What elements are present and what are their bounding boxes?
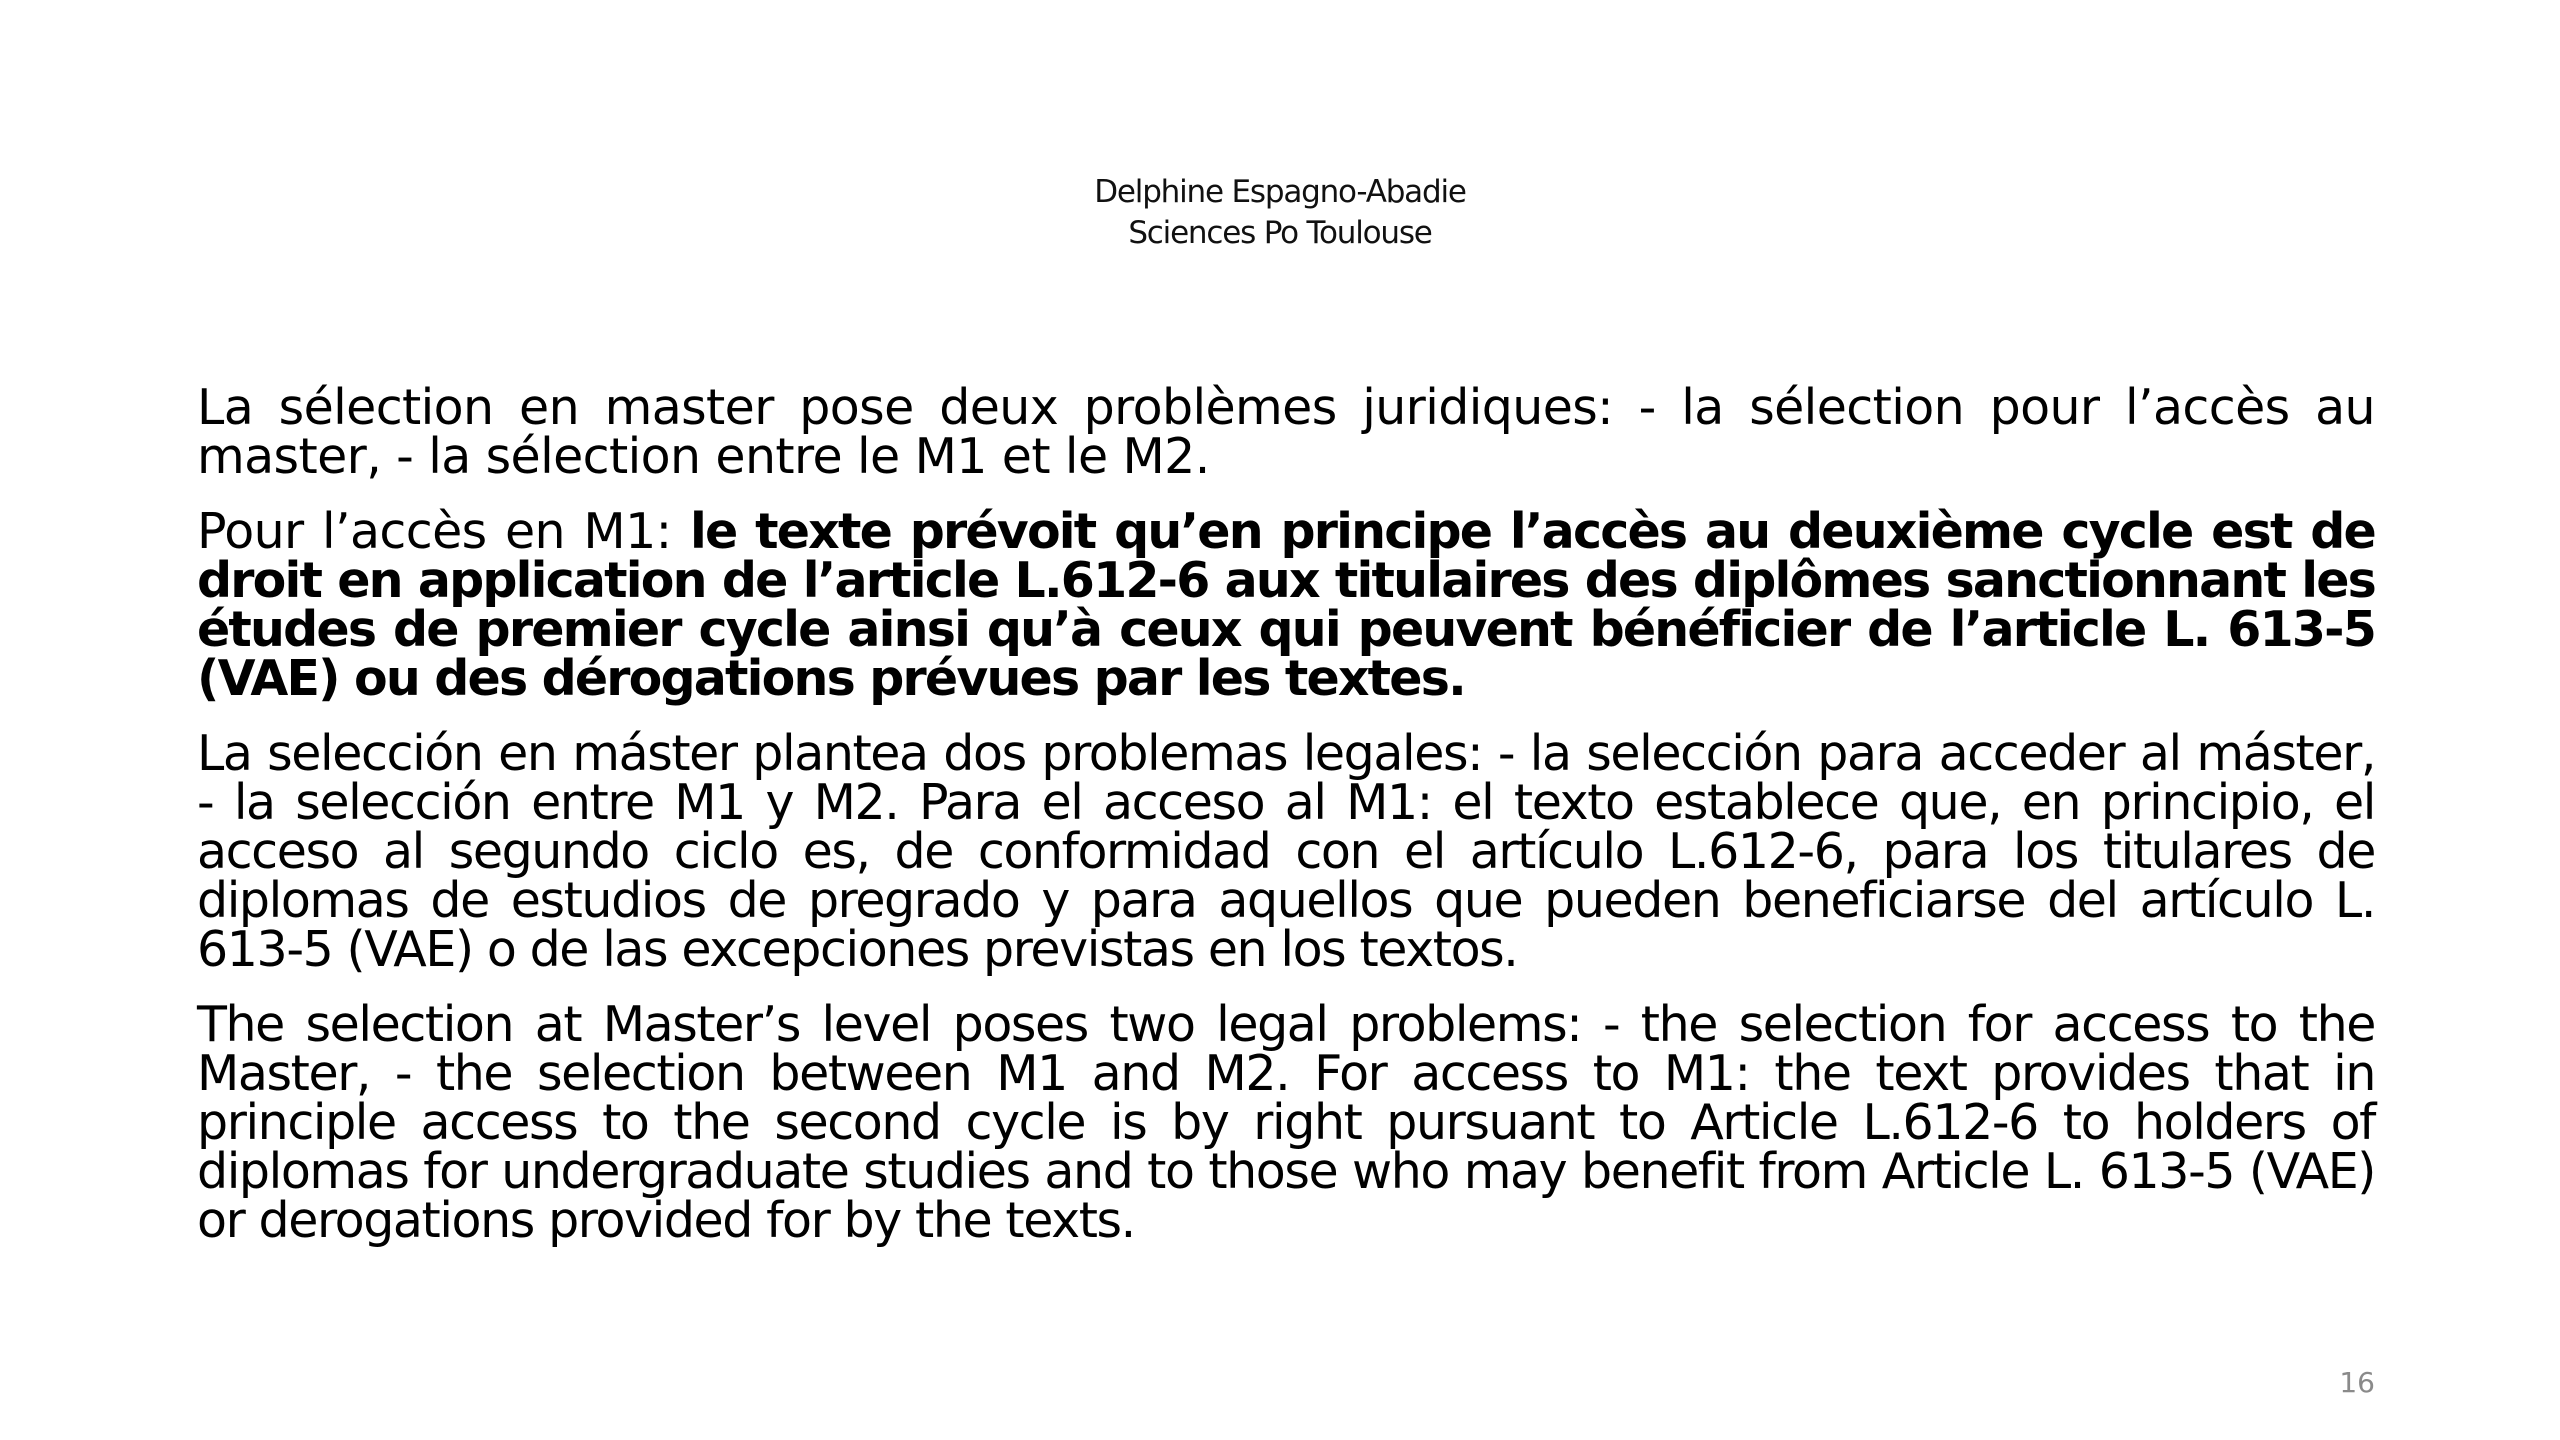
page-number: 16 — [2339, 1366, 2375, 1399]
paragraph-french-m1-access — [197, 503, 2375, 707]
paragraph-bold-text: le texte prévoit qu’en principe l’accès au deuxième cycle est de droit en application de l’article L.612-6 aux titulaires des diplômes sanctionnant les études de premier cycle ainsi qu’à ceux qui peuvent bénéficier de l’article L. 613-5 (VAE) ou des dérogations prévues par les textes. — [197, 503, 2375, 707]
paragraph-spanish: La selección en máster plantea dos problemas legales: - la selección para acceder al máster, - la selección entre M1 y M2. Para el acceso al M1: el texto establece que, en principio, el acceso al segundo ciclo es, de conformidad con el artículo L.612-6, para los titulares de diplomas de estudios de pregrado y para aquellos que pueden beneficiarse del artículo L. 613-5 (VAE) o de las excepciones previstas en los textos. — [197, 725, 2375, 978]
slide-header — [0, 172, 2560, 254]
author-name: Delphine Espagno-Abadie — [1094, 174, 1466, 210]
slide-body — [197, 379, 2375, 1271]
paragraph-english: The selection at Master’s level poses two legal problems: - the selection for access to the Master, - the selection between M1 and M2. For access to M1: the text provides that in principle access to the second cycle is by right pursuant to Article L.612-6 to holders of diplomas for undergraduate studies and to those who may benefit from Article L. 613-5 (VAE) or derogations provided for by the texts. — [197, 996, 2375, 1249]
institution-name: Sciences Po Toulouse — [1128, 215, 1432, 251]
paragraph-lead-text: Pour l’accès en M1: — [197, 503, 690, 560]
paragraph-french-intro: La sélection en master pose deux problèmes juridiques: - la sélection pour l’accès au master, - la sélection entre le M1 et le M2. — [197, 379, 2375, 485]
